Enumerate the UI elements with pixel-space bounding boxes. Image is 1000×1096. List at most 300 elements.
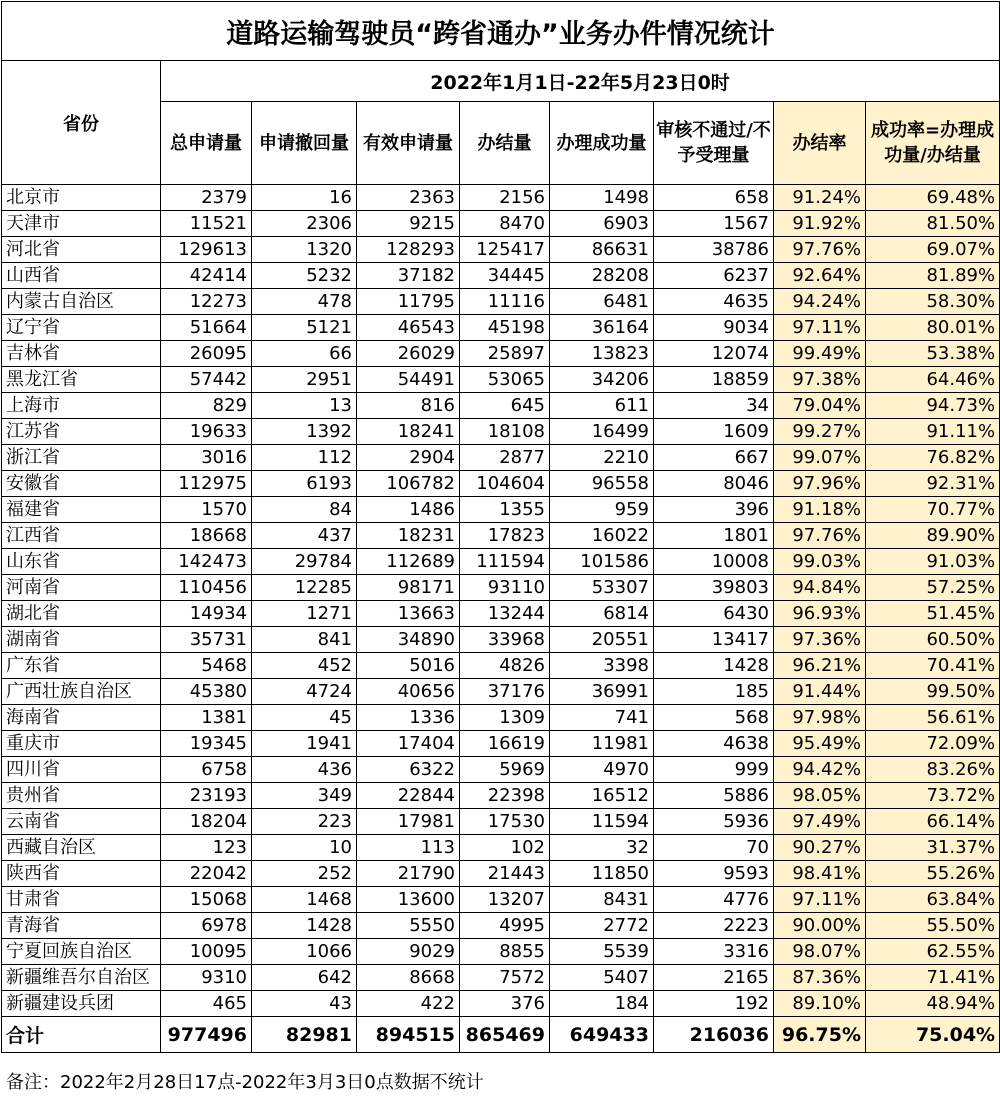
table-row <box>2 861 1000 887</box>
cell-province: 西藏自治区 <box>2 835 161 861</box>
cell-valid: 1486 <box>357 497 460 523</box>
table-row <box>2 835 1000 861</box>
cell-valid: 18241 <box>357 419 460 445</box>
cell-done-rate: 96.21% <box>774 653 866 679</box>
cell-done-rate: 97.98% <box>774 705 866 731</box>
cell-valid: 2904 <box>357 445 460 471</box>
cell-done-rate: 94.84% <box>774 575 866 601</box>
total-apply-value: 977496 <box>161 1017 252 1053</box>
table-row <box>2 523 1000 549</box>
cell-done: 5969 <box>460 757 550 783</box>
cell-withdraw: 2306 <box>252 211 357 237</box>
table-row <box>2 497 1000 523</box>
table-row <box>2 367 1000 393</box>
cell-reject: 192 <box>654 991 774 1017</box>
cell-valid: 112689 <box>357 549 460 575</box>
cell-done: 53065 <box>460 367 550 393</box>
cell-total-apply: 1381 <box>161 705 252 731</box>
cell-reject: 3316 <box>654 939 774 965</box>
cell-success: 28208 <box>550 263 654 289</box>
table-row <box>2 263 1000 289</box>
cell-province: 宁夏回族自治区 <box>2 939 161 965</box>
cell-success: 741 <box>550 705 654 731</box>
header-valid: 有效申请量 <box>357 102 460 185</box>
cell-success: 6481 <box>550 289 654 315</box>
cell-reject: 18859 <box>654 367 774 393</box>
cell-success-rate: 92.31% <box>866 471 1000 497</box>
table-row <box>2 731 1000 757</box>
cell-success: 101586 <box>550 549 654 575</box>
cell-done: 34445 <box>460 263 550 289</box>
cell-province: 黑龙江省 <box>2 367 161 393</box>
cell-valid: 9215 <box>357 211 460 237</box>
cell-valid: 2363 <box>357 185 460 211</box>
cell-valid: 422 <box>357 991 460 1017</box>
total-withdraw-value: 82981 <box>252 1017 357 1053</box>
cell-success-rate: 83.26% <box>866 757 1000 783</box>
cell-success: 20551 <box>550 627 654 653</box>
cell-done-rate: 98.07% <box>774 939 866 965</box>
cell-reject: 658 <box>654 185 774 211</box>
cell-reject: 185 <box>654 679 774 705</box>
header-done: 办结量 <box>460 102 550 185</box>
cell-valid: 26029 <box>357 341 460 367</box>
cell-province: 江苏省 <box>2 419 161 445</box>
cell-province: 河北省 <box>2 237 161 263</box>
cell-done: 45198 <box>460 315 550 341</box>
table-row <box>2 705 1000 731</box>
cell-total-apply: 129613 <box>161 237 252 263</box>
cell-done: 17823 <box>460 523 550 549</box>
stats-table <box>1 1 1000 1053</box>
cell-valid: 22844 <box>357 783 460 809</box>
cell-done: 104604 <box>460 471 550 497</box>
cell-done-rate: 87.36% <box>774 965 866 991</box>
table-row <box>2 627 1000 653</box>
cell-success-rate: 73.72% <box>866 783 1000 809</box>
cell-valid: 9029 <box>357 939 460 965</box>
cell-done-rate: 97.76% <box>774 237 866 263</box>
cell-total-apply: 23193 <box>161 783 252 809</box>
cell-reject: 396 <box>654 497 774 523</box>
table-row <box>2 289 1000 315</box>
cell-total-apply: 22042 <box>161 861 252 887</box>
cell-withdraw: 437 <box>252 523 357 549</box>
cell-done: 18108 <box>460 419 550 445</box>
header-withdraw: 申请撤回量 <box>252 102 357 185</box>
cell-valid: 54491 <box>357 367 460 393</box>
cell-done-rate: 91.92% <box>774 211 866 237</box>
cell-success: 1498 <box>550 185 654 211</box>
cell-total-apply: 6758 <box>161 757 252 783</box>
cell-done-rate: 91.18% <box>774 497 866 523</box>
cell-success: 11594 <box>550 809 654 835</box>
cell-withdraw: 1271 <box>252 601 357 627</box>
cell-done: 33968 <box>460 627 550 653</box>
cell-success-rate: 69.48% <box>866 185 1000 211</box>
cell-withdraw: 1320 <box>252 237 357 263</box>
cell-withdraw: 45 <box>252 705 357 731</box>
table-title: 道路运输驾驶员“跨省通办”业务办件情况统计 <box>2 2 1000 61</box>
cell-reject: 4638 <box>654 731 774 757</box>
total-done-value: 865469 <box>460 1017 550 1053</box>
footnote: 备注：2022年2月28日17点-2022年3月3日0点数据不统计 <box>6 1072 484 1093</box>
table-row <box>2 965 1000 991</box>
cell-withdraw: 1941 <box>252 731 357 757</box>
cell-done-rate: 90.00% <box>774 913 866 939</box>
cell-withdraw: 13 <box>252 393 357 419</box>
cell-done-rate: 97.36% <box>774 627 866 653</box>
cell-done: 1309 <box>460 705 550 731</box>
cell-success: 5539 <box>550 939 654 965</box>
cell-total-apply: 465 <box>161 991 252 1017</box>
cell-done-rate: 97.96% <box>774 471 866 497</box>
table-row <box>2 393 1000 419</box>
table-row <box>2 653 1000 679</box>
cell-done-rate: 91.44% <box>774 679 866 705</box>
cell-withdraw: 6193 <box>252 471 357 497</box>
cell-total-apply: 19345 <box>161 731 252 757</box>
cell-valid: 17981 <box>357 809 460 835</box>
cell-success: 16499 <box>550 419 654 445</box>
cell-total-apply: 18668 <box>161 523 252 549</box>
cell-valid: 8668 <box>357 965 460 991</box>
cell-success-rate: 58.30% <box>866 289 1000 315</box>
total-success-rate-value: 75.04% <box>866 1017 1000 1053</box>
cell-success: 11850 <box>550 861 654 887</box>
cell-reject: 9034 <box>654 315 774 341</box>
cell-done: 2877 <box>460 445 550 471</box>
cell-province: 安徽省 <box>2 471 161 497</box>
cell-success-rate: 55.50% <box>866 913 1000 939</box>
cell-withdraw: 452 <box>252 653 357 679</box>
cell-done-rate: 79.04% <box>774 393 866 419</box>
cell-success-rate: 71.41% <box>866 965 1000 991</box>
cell-reject: 2165 <box>654 965 774 991</box>
cell-province: 上海市 <box>2 393 161 419</box>
cell-province: 新疆建设兵团 <box>2 991 161 1017</box>
cell-done-rate: 96.93% <box>774 601 866 627</box>
cell-done-rate: 90.27% <box>774 835 866 861</box>
cell-done: 25897 <box>460 341 550 367</box>
cell-withdraw: 436 <box>252 757 357 783</box>
cell-success: 184 <box>550 991 654 1017</box>
table-row <box>2 549 1000 575</box>
cell-valid: 13663 <box>357 601 460 627</box>
cell-valid: 11795 <box>357 289 460 315</box>
cell-total-apply: 5468 <box>161 653 252 679</box>
table-row <box>2 913 1000 939</box>
cell-withdraw: 349 <box>252 783 357 809</box>
cell-province: 福建省 <box>2 497 161 523</box>
cell-success: 36991 <box>550 679 654 705</box>
cell-reject: 8046 <box>654 471 774 497</box>
cell-reject: 70 <box>654 835 774 861</box>
cell-reject: 5886 <box>654 783 774 809</box>
cell-success-rate: 70.77% <box>866 497 1000 523</box>
cell-withdraw: 1428 <box>252 913 357 939</box>
cell-total-apply: 45380 <box>161 679 252 705</box>
cell-province: 湖南省 <box>2 627 161 653</box>
cell-withdraw: 5121 <box>252 315 357 341</box>
cell-done: 4826 <box>460 653 550 679</box>
province-header: 省份 <box>2 61 161 185</box>
cell-success-rate: 31.37% <box>866 835 1000 861</box>
cell-withdraw: 1066 <box>252 939 357 965</box>
cell-reject: 2223 <box>654 913 774 939</box>
cell-success-rate: 72.09% <box>866 731 1000 757</box>
cell-success-rate: 60.50% <box>866 627 1000 653</box>
cell-reject: 34 <box>654 393 774 419</box>
cell-valid: 1336 <box>357 705 460 731</box>
cell-done: 17530 <box>460 809 550 835</box>
cell-success-rate: 91.11% <box>866 419 1000 445</box>
cell-province: 广西壮族自治区 <box>2 679 161 705</box>
cell-total-apply: 142473 <box>161 549 252 575</box>
cell-reject: 568 <box>654 705 774 731</box>
table-row <box>2 237 1000 263</box>
cell-total-apply: 10095 <box>161 939 252 965</box>
cell-reject: 1609 <box>654 419 774 445</box>
cell-reject: 1428 <box>654 653 774 679</box>
cell-done: 7572 <box>460 965 550 991</box>
cell-success: 86631 <box>550 237 654 263</box>
table-row <box>2 575 1000 601</box>
cell-success-rate: 94.73% <box>866 393 1000 419</box>
total-reject-value: 216036 <box>654 1017 774 1053</box>
table-row <box>2 601 1000 627</box>
cell-total-apply: 12273 <box>161 289 252 315</box>
cell-province: 北京市 <box>2 185 161 211</box>
cell-done: 22398 <box>460 783 550 809</box>
cell-province: 辽宁省 <box>2 315 161 341</box>
cell-valid: 34890 <box>357 627 460 653</box>
cell-total-apply: 6978 <box>161 913 252 939</box>
cell-done: 1355 <box>460 497 550 523</box>
cell-done: 2156 <box>460 185 550 211</box>
cell-done: 37176 <box>460 679 550 705</box>
cell-total-apply: 110456 <box>161 575 252 601</box>
cell-withdraw: 1392 <box>252 419 357 445</box>
cell-valid: 18231 <box>357 523 460 549</box>
cell-success-rate: 99.50% <box>866 679 1000 705</box>
cell-done-rate: 97.49% <box>774 809 866 835</box>
header-success-rate: 成功率=办理成功量/办结量 <box>866 102 1000 185</box>
cell-success: 32 <box>550 835 654 861</box>
cell-done-rate: 99.27% <box>774 419 866 445</box>
cell-done-rate: 94.42% <box>774 757 866 783</box>
total-label: 合计 <box>2 1017 161 1053</box>
cell-success-rate: 48.94% <box>866 991 1000 1017</box>
cell-success-rate: 64.46% <box>866 367 1000 393</box>
cell-total-apply: 14934 <box>161 601 252 627</box>
cell-success: 16022 <box>550 523 654 549</box>
cell-reject: 667 <box>654 445 774 471</box>
cell-total-apply: 19633 <box>161 419 252 445</box>
cell-province: 陕西省 <box>2 861 161 887</box>
cell-done-rate: 94.24% <box>774 289 866 315</box>
cell-province: 贵州省 <box>2 783 161 809</box>
cell-done-rate: 98.05% <box>774 783 866 809</box>
cell-valid: 128293 <box>357 237 460 263</box>
cell-withdraw: 12285 <box>252 575 357 601</box>
cell-valid: 37182 <box>357 263 460 289</box>
cell-success: 96558 <box>550 471 654 497</box>
cell-reject: 1801 <box>654 523 774 549</box>
total-success-value: 649433 <box>550 1017 654 1053</box>
cell-valid: 40656 <box>357 679 460 705</box>
cell-done: 93110 <box>460 575 550 601</box>
cell-done-rate: 97.11% <box>774 887 866 913</box>
header-success: 办理成功量 <box>550 102 654 185</box>
cell-success: 6903 <box>550 211 654 237</box>
cell-done: 376 <box>460 991 550 1017</box>
cell-done: 125417 <box>460 237 550 263</box>
cell-success: 34206 <box>550 367 654 393</box>
cell-done-rate: 99.49% <box>774 341 866 367</box>
cell-success-rate: 80.01% <box>866 315 1000 341</box>
cell-success: 53307 <box>550 575 654 601</box>
cell-withdraw: 5232 <box>252 263 357 289</box>
cell-valid: 106782 <box>357 471 460 497</box>
cell-success-rate: 81.50% <box>866 211 1000 237</box>
cell-success-rate: 81.89% <box>866 263 1000 289</box>
table-row <box>2 341 1000 367</box>
cell-reject: 1567 <box>654 211 774 237</box>
table-row <box>2 471 1000 497</box>
cell-done: 4995 <box>460 913 550 939</box>
cell-withdraw: 66 <box>252 341 357 367</box>
cell-done-rate: 97.38% <box>774 367 866 393</box>
cell-success: 11981 <box>550 731 654 757</box>
cell-success-rate: 69.07% <box>866 237 1000 263</box>
cell-province: 重庆市 <box>2 731 161 757</box>
cell-success-rate: 62.55% <box>866 939 1000 965</box>
cell-done-rate: 98.41% <box>774 861 866 887</box>
cell-success: 2210 <box>550 445 654 471</box>
cell-total-apply: 123 <box>161 835 252 861</box>
cell-success-rate: 91.03% <box>866 549 1000 575</box>
table-row <box>2 757 1000 783</box>
cell-success-rate: 55.26% <box>866 861 1000 887</box>
cell-done: 645 <box>460 393 550 419</box>
cell-success-rate: 76.82% <box>866 445 1000 471</box>
cell-total-apply: 3016 <box>161 445 252 471</box>
cell-province: 山西省 <box>2 263 161 289</box>
cell-done-rate: 97.76% <box>774 523 866 549</box>
cell-success-rate: 70.41% <box>866 653 1000 679</box>
header-reject: 审核不通过/不予受理量 <box>654 102 774 185</box>
table-row <box>2 939 1000 965</box>
cell-province: 四川省 <box>2 757 161 783</box>
table-body <box>2 185 1000 1017</box>
cell-reject: 999 <box>654 757 774 783</box>
cell-valid: 13600 <box>357 887 460 913</box>
cell-valid: 6322 <box>357 757 460 783</box>
cell-done-rate: 95.49% <box>774 731 866 757</box>
cell-success-rate: 63.84% <box>866 887 1000 913</box>
cell-province: 广东省 <box>2 653 161 679</box>
cell-done: 11116 <box>460 289 550 315</box>
cell-success-rate: 57.25% <box>866 575 1000 601</box>
cell-valid: 46543 <box>357 315 460 341</box>
cell-valid: 17404 <box>357 731 460 757</box>
cell-done: 8855 <box>460 939 550 965</box>
total-done-rate-value: 96.75% <box>774 1017 866 1053</box>
cell-valid: 113 <box>357 835 460 861</box>
cell-total-apply: 1570 <box>161 497 252 523</box>
cell-reject: 9593 <box>654 861 774 887</box>
cell-reject: 13417 <box>654 627 774 653</box>
cell-province: 内蒙古自治区 <box>2 289 161 315</box>
cell-success: 6814 <box>550 601 654 627</box>
cell-done-rate: 92.64% <box>774 263 866 289</box>
cell-success: 16512 <box>550 783 654 809</box>
cell-province: 湖北省 <box>2 601 161 627</box>
cell-done-rate: 89.10% <box>774 991 866 1017</box>
cell-withdraw: 642 <box>252 965 357 991</box>
cell-province: 江西省 <box>2 523 161 549</box>
header-done-rate: 办结率 <box>774 102 866 185</box>
cell-withdraw: 112 <box>252 445 357 471</box>
cell-valid: 5550 <box>357 913 460 939</box>
cell-reject: 38786 <box>654 237 774 263</box>
cell-reject: 6237 <box>654 263 774 289</box>
cell-reject: 10008 <box>654 549 774 575</box>
cell-success: 5407 <box>550 965 654 991</box>
cell-success-rate: 89.90% <box>866 523 1000 549</box>
cell-reject: 12074 <box>654 341 774 367</box>
cell-withdraw: 29784 <box>252 549 357 575</box>
cell-province: 新疆维吾尔自治区 <box>2 965 161 991</box>
cell-done: 13207 <box>460 887 550 913</box>
cell-withdraw: 2951 <box>252 367 357 393</box>
cell-done-rate: 99.07% <box>774 445 866 471</box>
cell-valid: 21790 <box>357 861 460 887</box>
cell-success-rate: 53.38% <box>866 341 1000 367</box>
cell-withdraw: 10 <box>252 835 357 861</box>
total-valid-value: 894515 <box>357 1017 460 1053</box>
cell-reject: 4635 <box>654 289 774 315</box>
cell-total-apply: 51664 <box>161 315 252 341</box>
cell-done: 111594 <box>460 549 550 575</box>
cell-reject: 6430 <box>654 601 774 627</box>
cell-total-apply: 35731 <box>161 627 252 653</box>
cell-reject: 4776 <box>654 887 774 913</box>
cell-withdraw: 478 <box>252 289 357 315</box>
total-row <box>2 1017 1000 1053</box>
cell-success: 2772 <box>550 913 654 939</box>
cell-success-rate: 66.14% <box>866 809 1000 835</box>
cell-province: 浙江省 <box>2 445 161 471</box>
cell-total-apply: 11521 <box>161 211 252 237</box>
cell-done-rate: 97.11% <box>774 315 866 341</box>
cell-total-apply: 42414 <box>161 263 252 289</box>
cell-province: 甘肃省 <box>2 887 161 913</box>
cell-valid: 816 <box>357 393 460 419</box>
cell-reject: 39803 <box>654 575 774 601</box>
cell-valid: 98171 <box>357 575 460 601</box>
cell-province: 海南省 <box>2 705 161 731</box>
cell-done: 21443 <box>460 861 550 887</box>
cell-total-apply: 112975 <box>161 471 252 497</box>
cell-success: 4970 <box>550 757 654 783</box>
table-row <box>2 419 1000 445</box>
cell-total-apply: 18204 <box>161 809 252 835</box>
cell-done: 8470 <box>460 211 550 237</box>
table-row <box>2 783 1000 809</box>
cell-total-apply: 15068 <box>161 887 252 913</box>
